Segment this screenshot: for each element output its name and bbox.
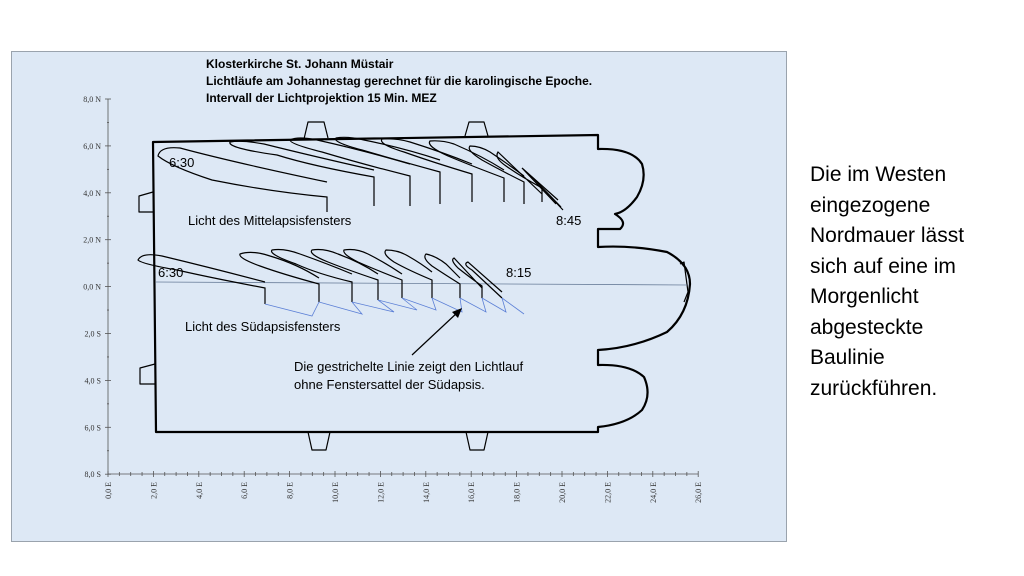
church-floor-plan [139,122,690,450]
y-axis-tick-label: 2,0 N [83,235,101,245]
side-text-line: Baulinie [810,346,885,369]
buttress-s1 [308,432,330,450]
x-axis-tick-label: 18,0 E [512,482,522,503]
y-axis-tick-label: 6,0 N [83,141,101,151]
x-axis-tick-label: 6,0 E [240,482,250,499]
middle-apse-light-paths [158,137,563,212]
y-axis-tick-label: 8,0 S [84,470,101,480]
x-axis-tick-label: 26,0 E [694,482,704,503]
x-axis-tick-label: 0,0 E [104,482,113,499]
side-text-block [810,160,1015,404]
annotation-line-1: Die gestrichelte Linie zeigt den Lichtlauf [294,359,524,374]
x-axis-tick-label: 22,0 E [603,482,613,503]
side-text-line: Morgenlicht [810,285,919,308]
buttress-s2 [466,432,488,450]
side-text-line: Die im Westen [810,163,947,186]
x-axis [108,471,698,477]
south-dashed-light-paths [265,298,524,316]
side-text-line: sich auf eine im [810,254,956,278]
middle-apse-caption: Licht des Mittelapsisfensters [188,213,352,228]
middle-end-time-label: 8:45 [556,213,582,228]
x-axis-tick-label: 10,0 E [331,482,340,503]
buttress-w1 [139,192,153,212]
title-line-1: Klosterkirche St. Johann Müstair [206,57,394,71]
y-axis-tick-label: 4,0 N [83,188,101,198]
middle-start-time-label: 6:30 [169,155,195,170]
y-axis-tick-label: 2,0 S [84,329,101,339]
annotation-arrow [412,308,462,355]
annotation-line-2: ohne Fenstersattel der Südapsis. [294,377,485,392]
y-axis-tick-label: 4,0 S [84,376,101,386]
y-axis-tick-label: 6,0 S [84,423,101,433]
buttress-n1 [304,122,328,139]
x-axis-tick-label: 16,0 E [467,482,477,503]
south-apse-caption: Licht des Südapsisfensters [185,319,341,334]
buttress-w2 [140,364,155,384]
side-text-line: eingezogene [810,193,931,217]
title-line-2: Lichtläufe am Johannestag gerechnet für die karolingische Epoche. [206,74,593,88]
diagram-panel [11,51,787,542]
light-path-diagram [12,52,788,543]
x-axis-tick-label: 24,0 E [648,482,658,503]
x-axis-tick-label: 4,0 E [194,482,204,499]
side-text-line: abgesteckte [810,315,924,339]
south-apse-light-paths [138,250,502,305]
buttress-n2 [465,122,488,136]
side-text-line: Nordmauer lässt [810,224,965,247]
title-line-3: Intervall der Lichtprojektion 15 Min. MEZ [206,91,437,105]
x-axis-tick-label: 20,0 E [558,482,567,503]
x-axis-tick-label: 12,0 E [376,482,386,503]
x-axis-tick-label: 8,0 E [285,482,295,499]
y-axis-tick-label: 8,0 N [83,95,101,104]
south-start-time-label: 6:30 [158,265,184,280]
side-text-line: zurückführen. [810,376,938,400]
south-end-time-label: 8:15 [506,265,532,280]
y-axis [105,99,111,474]
x-axis-tick-label: 2,0 E [149,482,159,499]
x-axis-tick-label: 14,0 E [421,482,431,503]
y-axis-tick-label: 0,0 N [83,282,101,292]
